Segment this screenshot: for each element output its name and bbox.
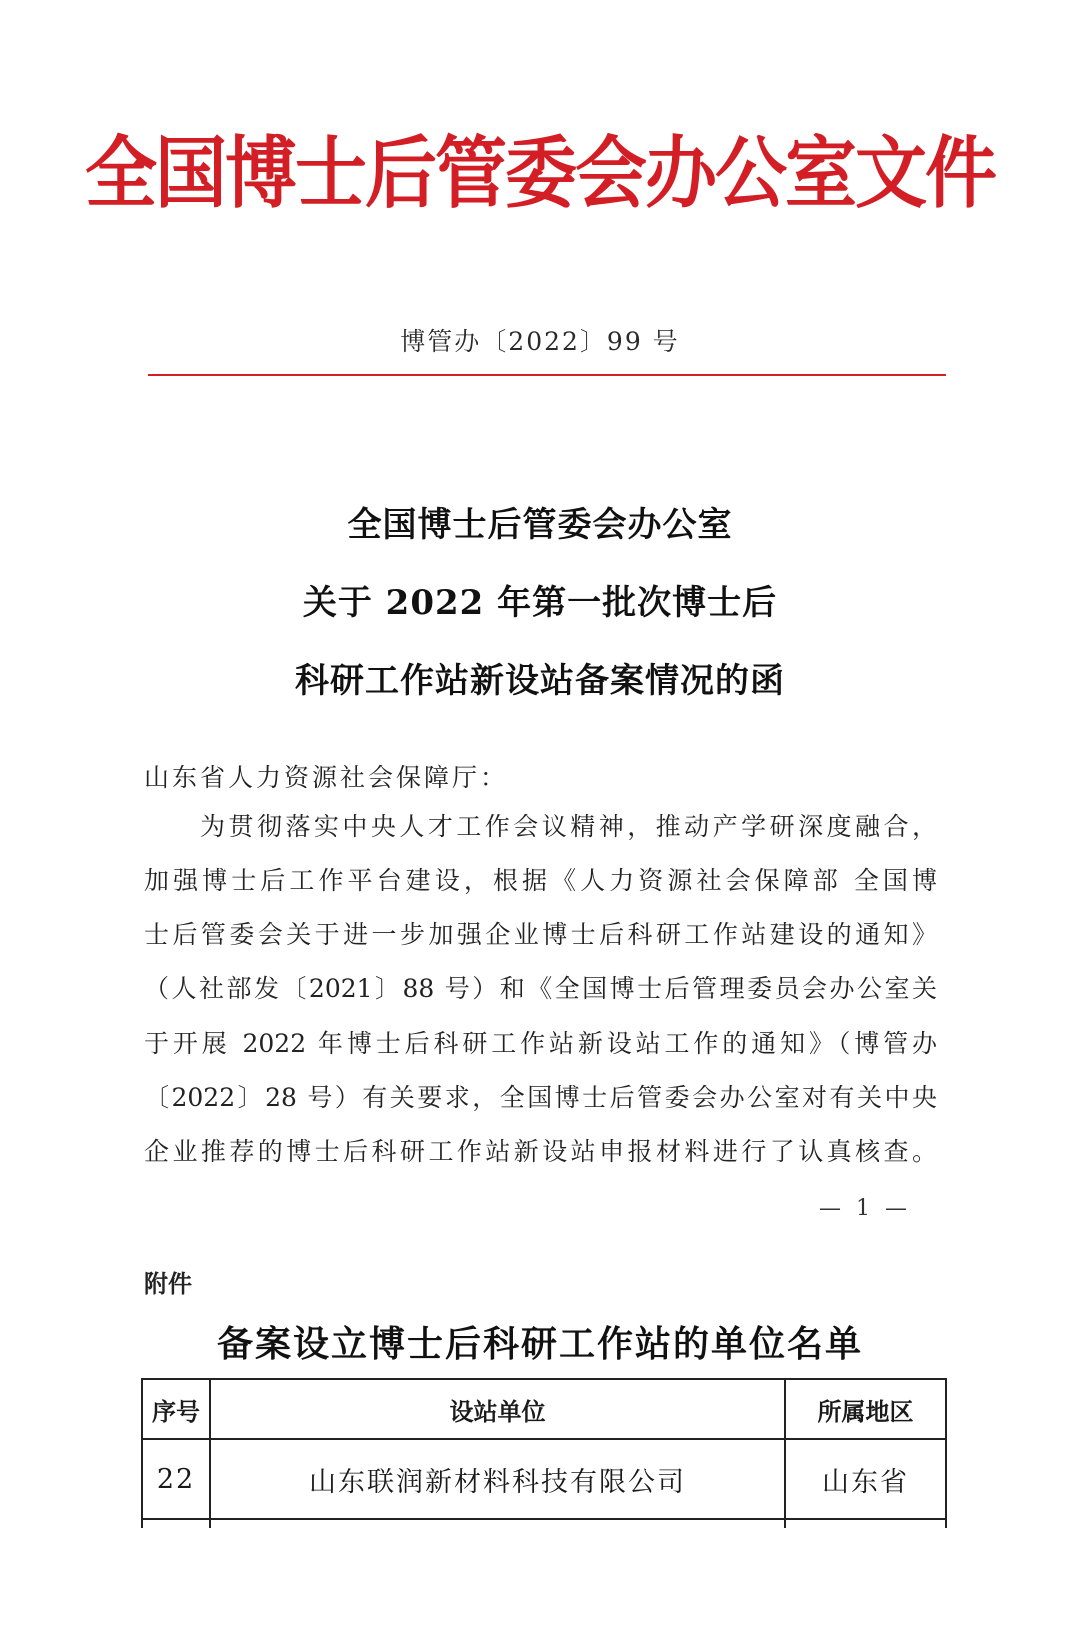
column-header-index: 序号 (142, 1379, 210, 1439)
body-line: 加强博士后工作平台建设，根据《人力资源社会保障部 全国博 (144, 866, 937, 895)
appendix-label: 附件 (144, 1270, 192, 1298)
table-row-stub (142, 1519, 946, 1528)
letter-title-line: 全国博士后管委会办公室 (347, 505, 733, 545)
body-line: （人社部发〔2021〕88 号）和《全国博士后管理委员会办公室关 (144, 974, 937, 1003)
letter-title (0, 486, 1080, 720)
table-header-row (142, 1379, 946, 1439)
cell-stub (210, 1519, 785, 1528)
letter-title-line: 关于 2022 年第一批次博士后 (302, 583, 778, 623)
appendix-title: 备案设立博士后科研工作站的单位名单 (216, 1323, 863, 1365)
cell-index: 22 (142, 1439, 210, 1519)
station-table (141, 1378, 945, 1528)
page-number: — 1 — (819, 1196, 911, 1221)
letter-salutation: 山东省人力资源社会保障厅： (144, 763, 509, 792)
body-line: 士后管委会关于进一步加强企业博士后科研工作站建设的通知》 (144, 920, 937, 949)
body-line: 于开展 2022 年博士后科研工作站新设站工作的通知》（博管办 (144, 1029, 937, 1058)
cell-region: 山东省 (785, 1439, 946, 1519)
header-divider (148, 374, 946, 376)
table-row (142, 1439, 946, 1519)
body-line: 企业推荐的博士后科研工作站新设站申报材料进行了认真核查。 (144, 1137, 937, 1166)
cell-unit: 山东联润新材料科技有限公司 (210, 1439, 785, 1519)
document-header-title: 全国博士后管委会办公室文件 (84, 127, 995, 219)
body-line: 为贯彻落实中央人才工作会议精神，推动产学研深度融合， (200, 812, 937, 841)
document-number: 博管办〔2022〕99 号 (400, 327, 680, 356)
column-header-unit: 设站单位 (210, 1379, 785, 1439)
cell-stub (785, 1519, 946, 1528)
body-line: 〔2022〕28 号）有关要求，全国博士后管委会办公室对有关中央 (144, 1083, 937, 1112)
letter-title-line: 科研工作站新设站备案情况的函 (295, 661, 785, 701)
column-header-region: 所属地区 (785, 1379, 946, 1439)
cell-stub (142, 1519, 210, 1528)
